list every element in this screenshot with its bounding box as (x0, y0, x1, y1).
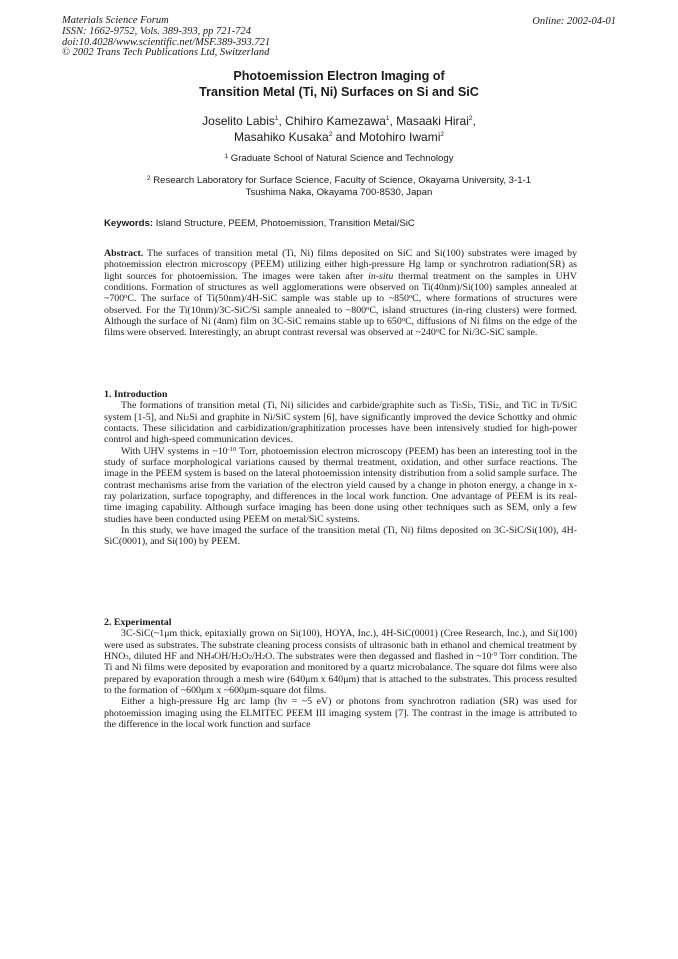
paper-title (0, 69, 678, 100)
keywords (104, 218, 415, 229)
title-line-1: Photoemission Electron Imaging of (233, 69, 445, 83)
affiliation-1: $^1$ Graduate School of Natural Science and Technology (224, 153, 454, 164)
abstract: Abstract. The surfaces of transition metal (Ti, Ni) films deposited on SiC and Si(100) substrates were imaged by photoemission electron microscopy (PEEM) utilizing either high-pressure Hg lamp or synchrotron radiation(SR) as light sources for photoemission. The images were taken after in-situ thermal treatment on the samples in UHV conditions. Formation of structures as well agglomerations were observed on Ti(40nm)/Si(100) samples annealed at ~700$^o$C. The surface of Ti(50nm)/4H-SiC sample was stable up to ~850$^o$C, where formations of structures were observed. For the Ti(10nm)/3C-SiC/Si sample annealed to ~800$^o$C, island structures (in-ring clusters) were formed. Although the surface of Ni (4nm) film on 3C-SiC remains stable up to 650$^o$C, diffusions of Ni films on the edge of the films were observed. Interestingly, an abrupt contrast reversal was observed at ~240$^o$C for Ni/3C-SiC sample. (104, 248, 578, 339)
author-list: Joselito Labis$^1$, Chihiro Kamezawa$^1$, Masaaki Hirai$^2$, Masahiko Kusaka$^2$ and Motohiro Iwami$^2$ (202, 114, 476, 144)
journal-name: Materials Science Forum (62, 15, 169, 26)
author-name: Masaaki Hirai (396, 114, 469, 128)
author-name: Joselito Labis (202, 114, 275, 128)
introduction-section (104, 389, 577, 548)
author-name: Masahiko Kusaka (233, 130, 329, 144)
issn-line: ISSN: 1662-9752, Vols. 389-393, pp 721-724 (62, 25, 251, 37)
keywords-label: Keywords: (104, 218, 154, 229)
doi-line: doi:10.4028/www.scientific.net/MSF.389-393.721 (62, 36, 271, 48)
abstract-label: Abstract. (104, 248, 144, 259)
title-line-2: Transition Metal (Ti, Ni) Surfaces on Si and SiC (199, 84, 479, 99)
copyright-line: © 2002 Trans Tech Publications Ltd, Switzerland (62, 47, 270, 59)
paragraph: The formations of transition metal (Ti, Ni) silicides and carbide/graphite such as $Ti_5Si_3$, TiSi$_2$, and TiC in Ti/SiC system [1-5], and $Ni_2Si$ and graphite in Ni/SiC system [6], have significantly improved the device Schottky and ohmic contacts. These silicidation and carbidization/graphitization processes have been intensively studied for high-power control and high-speed communication devices. (104, 400, 577, 446)
paragraph: With UHV systems in $\sim 10^{-10}$ Torr, photoemission electron microscopy (PEEM) has been an interesting tool in the study of surface morphological variations caused by thermal treatment, oxidation, and other surface reactions. The image in the PEEM system is based on the lateral photoemission intensity distribution from a solid sample surface. The contrast mechanisms arise from the variation of the electron yield caused by a change in photon energy, a change in x-ray polarization, surface topography, and differences in the local work function. One advantage of PEEM is its real-time imaging capability. Although surface imaging has been done using other techniques such as SEM, only a few studies have been conducted using PEEM on metal/SiC systems. (104, 445, 577, 525)
paragraph: Either a high-pressure Hg arc lamp (hν = ~5 eV) or photons from synchrotron radiation (SR) was used for photoemission imaging using the ELMITEC PEEM III imaging system [7]. The contrast in the image is attributed to the difference in the local work function and surface (104, 696, 577, 731)
section-heading: 1. Introduction (104, 389, 168, 400)
online-date: Online: 2002-04-01 (532, 16, 616, 27)
section-heading: 2. Experimental (104, 617, 172, 628)
author-name: Motohiro Iwami (359, 130, 441, 144)
experimental-section (104, 617, 577, 730)
author-name: Chihiro Kamezawa (285, 114, 386, 128)
keywords-text: Island Structure, PEEM, Photoemission, Transition Metal/SiC (155, 218, 415, 229)
journal-header (62, 16, 270, 59)
paragraph: 3C-SiC(~1μm thick, epitaxially grown on Si(100), HOYA, Inc.), 4H-SiC(0001) (Cree Research, Inc.), and Si(100) were used as substrates. The substrate cleaning process consists of ultrasonic bath in ethanol and chemical treatment by $HNO_3$, diluted HF and $NH_4OH/H_2O_2/H_2O$. The substrates were then degassed and flashed in $\sim 10^{-9}$ Torr condition. The Ti and Ni films were deposited by evaporation and monitored by a quartz microbalance. The square dot films were also prepared by evaporation through a mesh wire (640μm x 640μm) that is attached to the substrates. This process resulted to the formation of ~600μm x ~600μm-square dot films. (104, 628, 577, 697)
affiliation-2: $^2$ Research Laboratory for Surface Science, Faculty of Science, Okayama University, 3-1-1 Tsushima Naka, Okayama 700-8530, Japan (146, 175, 532, 198)
paragraph: In this study, we have imaged the surface of the transition metal (Ti, Ni) films deposited on 3C-SiC/Si(100), 4H-SiC(0001), and Si(100) by PEEM. (104, 525, 577, 548)
